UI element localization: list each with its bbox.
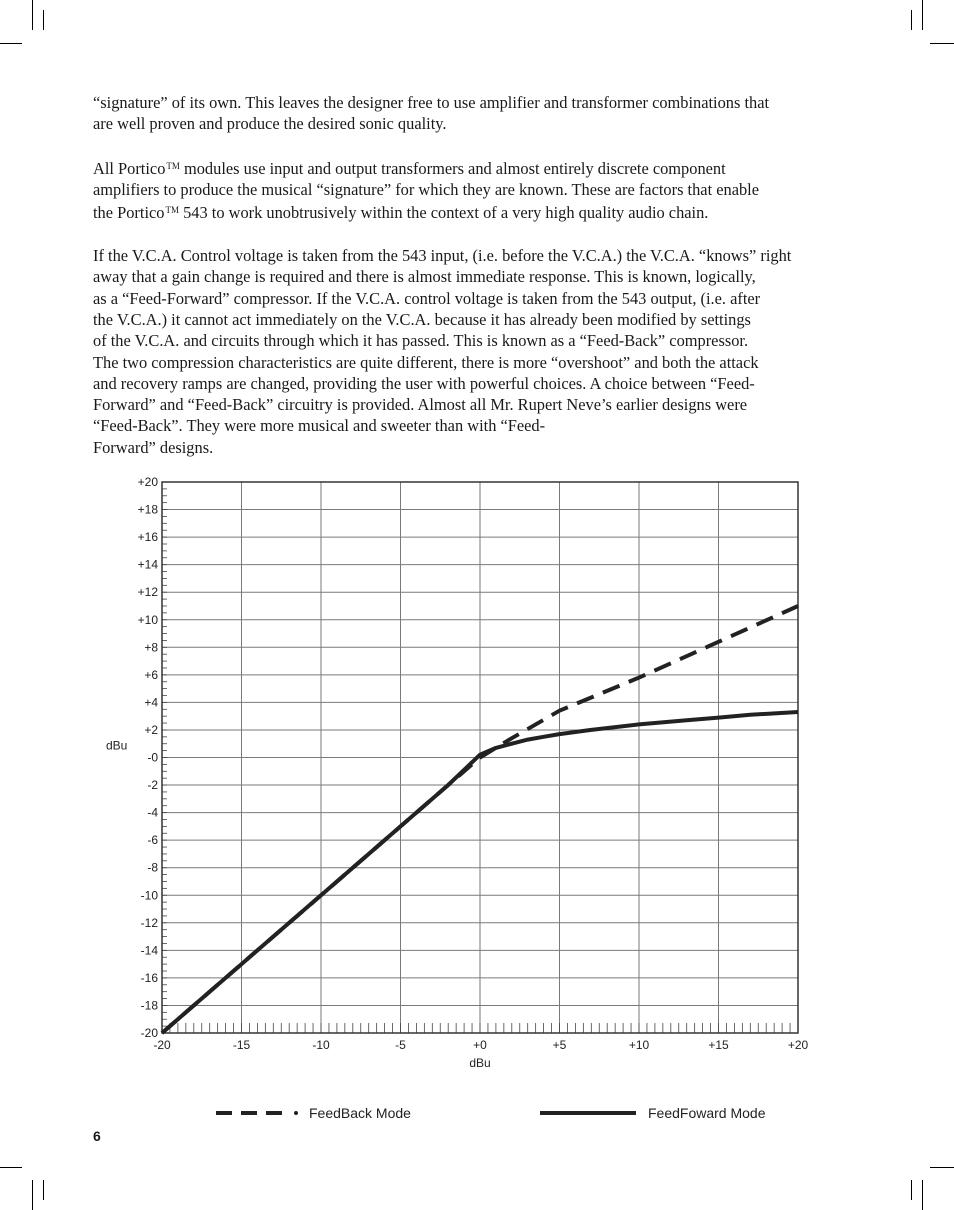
paragraph-text: If the V.C.A. Control voltage is taken from the 543 input, (i.e. before the V.C.A.) the V.C.A. “knows” right away that a gain change is required and there is almost immediate response. This is known, logically, as a “Feed-Forward” compressor. If the V.C.A. control voltage is taken from the 543 output, (i.e. after the V.C.A.) it cannot act immediately on the V.C.A. because it has already been modified by settings of the V.C.A. and circuits through which it has passed. This is known as a “Feed-Back” compressor. The two compression characteristics are quite different, there is more “overshoot” and both the attack and recovery ramps are changed, providing the user with powerful choices. A choice between “Feed- Forward” and “Feed-Back” circuitry is provided. Almost all Mr. Rupert Neve’s earlier designs were “Feed-Back”. They were more musical and sweeter than with “Feed- Forward” designs. bbox=[93, 246, 792, 457]
x-tick-label: -20 bbox=[153, 1038, 171, 1052]
y-tick-label: -6 bbox=[147, 833, 158, 848]
legend-label-feedback: FeedBack Mode bbox=[309, 1105, 411, 1121]
paragraph-vca-control bbox=[93, 245, 863, 458]
y-tick-label: +2 bbox=[144, 722, 158, 737]
y-tick-label: +10 bbox=[137, 612, 158, 627]
body-text bbox=[93, 92, 863, 458]
y-tick-label: -4 bbox=[147, 805, 158, 820]
y-tick-label: +18 bbox=[137, 502, 158, 517]
y-tick-label: +4 bbox=[144, 695, 158, 710]
x-tick-label: -15 bbox=[232, 1038, 251, 1052]
crop-mark bbox=[930, 1167, 954, 1168]
x-tick-label: +5 bbox=[552, 1038, 567, 1052]
crop-mark bbox=[43, 1180, 44, 1200]
y-tick-label: -16 bbox=[140, 970, 158, 985]
crop-mark bbox=[32, 1180, 33, 1210]
y-tick-label: -18 bbox=[140, 998, 158, 1013]
paragraph-text: modules use input and output transformers and almost entirely discrete component amplifiers to produce the musical “signature” for which they are known. These are factors that enable the Portico bbox=[93, 158, 759, 223]
crop-mark bbox=[911, 1180, 912, 1200]
crop-mark bbox=[0, 1167, 22, 1168]
x-tick-label: -10 bbox=[312, 1038, 330, 1052]
y-tick-label: +16 bbox=[137, 530, 158, 545]
x-tick-label: +10 bbox=[628, 1038, 650, 1052]
y-tick-label: -20 bbox=[140, 1026, 158, 1040]
crop-mark bbox=[922, 0, 923, 30]
legend-label-feedforward: FeedFoward Mode bbox=[648, 1105, 766, 1121]
crop-mark bbox=[930, 43, 954, 44]
paragraph-signature bbox=[93, 92, 863, 135]
chart-svg bbox=[90, 468, 820, 1133]
x-axis-label: dBu bbox=[469, 1056, 491, 1070]
crop-mark bbox=[922, 1180, 923, 1210]
x-tick-label: +0 bbox=[473, 1038, 487, 1052]
compression-curve-chart bbox=[90, 468, 820, 1133]
trademark-mark: TM bbox=[165, 205, 179, 216]
y-tick-label: -14 bbox=[140, 943, 158, 958]
y-tick-label: +14 bbox=[137, 557, 158, 572]
y-tick-label: +6 bbox=[144, 667, 158, 682]
y-tick-label: -10 bbox=[140, 888, 158, 903]
y-tick-label: +12 bbox=[137, 585, 158, 600]
crop-mark bbox=[0, 43, 22, 44]
crop-mark bbox=[32, 0, 33, 30]
y-tick-label: -2 bbox=[147, 778, 158, 793]
y-tick-label: -8 bbox=[147, 860, 158, 875]
y-tick-label: -12 bbox=[140, 915, 158, 930]
paragraph-text: “signature” of its own. This leaves the designer free to use amplifier and transformer combinations that are well proven and produce the desired sonic quality. bbox=[93, 93, 770, 134]
page-number: 6 bbox=[93, 1128, 101, 1144]
x-tick-label: +15 bbox=[708, 1038, 729, 1052]
y-tick-label: +8 bbox=[144, 640, 158, 655]
y-tick-label: +20 bbox=[137, 475, 158, 489]
crop-mark bbox=[43, 10, 44, 30]
crop-mark bbox=[911, 10, 912, 30]
paragraph-portico-modules bbox=[93, 156, 863, 224]
trademark-mark: TM bbox=[166, 160, 180, 171]
y-axis-label: dBu bbox=[106, 738, 128, 753]
legend-swatch-feedback-dot bbox=[294, 1111, 298, 1115]
x-tick-label: -5 bbox=[395, 1038, 406, 1052]
paragraph-text: All Portico bbox=[93, 158, 166, 178]
y-tick-label: -0 bbox=[147, 750, 158, 765]
x-tick-label: +20 bbox=[787, 1038, 809, 1052]
paragraph-text: 543 to work unobtrusively within the context of a very high quality audio chain. bbox=[178, 203, 709, 223]
